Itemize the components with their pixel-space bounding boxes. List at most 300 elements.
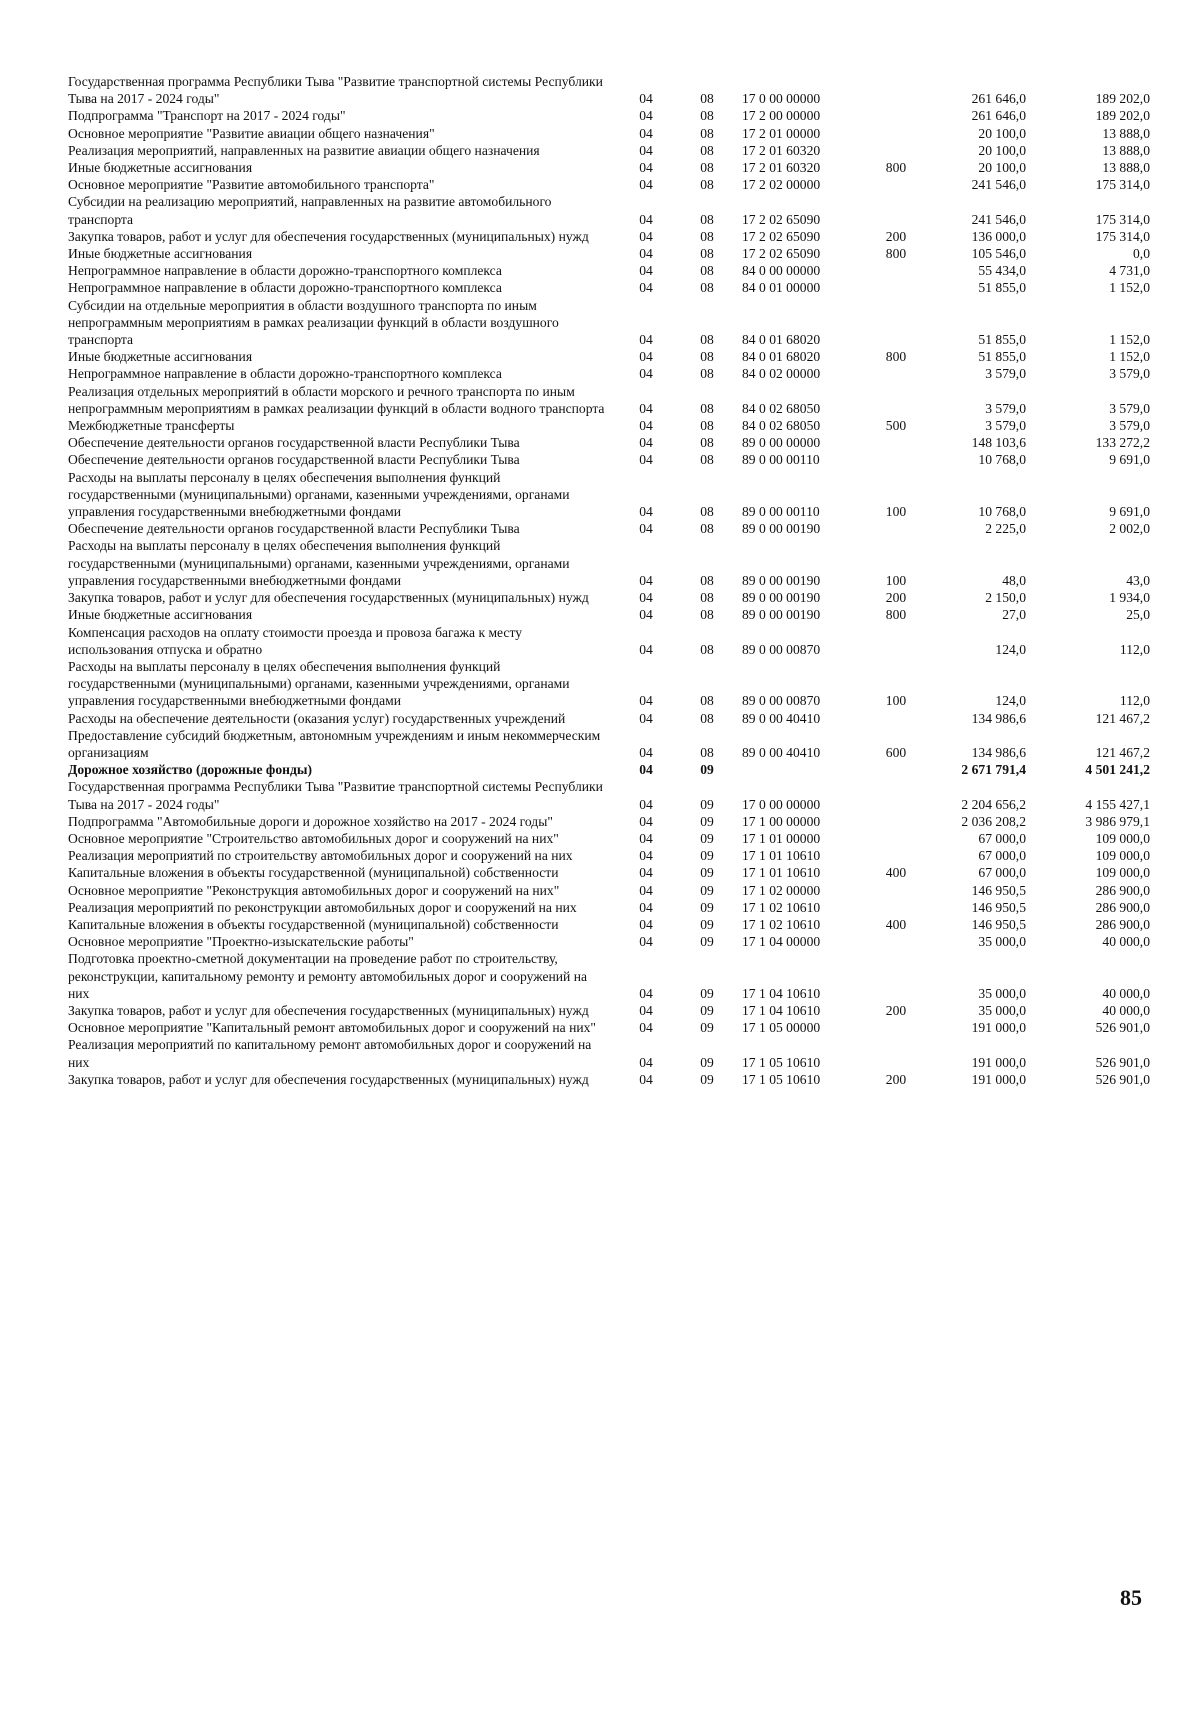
expense-type-code [878, 813, 914, 830]
table-row [68, 1071, 1154, 1088]
subsection-code: 08 [700, 572, 714, 588]
table-row [68, 245, 1154, 262]
section-code: 04 [639, 366, 653, 382]
target-article-code: 17 2 01 60320 [742, 160, 821, 176]
amount-2023: 20 100,0 [978, 125, 1026, 141]
row-name: Государственная программа Республики Тыва "Развитие транспортной системы Республики Тыва на 2017 - 2024 годы" [68, 779, 603, 812]
subsection-code: 08 [700, 693, 714, 709]
expense-type-code: 100 [885, 572, 907, 588]
amount-2024: 109 000,0 [1095, 865, 1150, 881]
subsection-code: 08 [700, 263, 714, 279]
budget-table [68, 73, 1154, 1088]
table-row [68, 624, 1154, 658]
row-name: Основное мероприятие "Строительство автомобильных дорог и сооружений на них" [68, 830, 559, 846]
subsection-code: 08 [700, 349, 714, 365]
subsection-code: 09 [700, 848, 714, 864]
table-row [68, 882, 1154, 899]
table-row [68, 228, 1154, 245]
expense-type-code: 600 [885, 744, 907, 760]
target-article-code: 17 1 05 10610 [742, 1071, 821, 1087]
expense-type-code [878, 434, 914, 451]
amount-2023: 67 000,0 [978, 830, 1026, 846]
subsection-code: 09 [700, 985, 714, 1001]
table-row [68, 916, 1154, 933]
table-row [68, 279, 1154, 296]
amount-2024: 4 501 241,2 [1085, 762, 1150, 778]
target-article-code: 89 0 00 00000 [742, 435, 821, 451]
target-article-code: 17 0 00 00000 [742, 796, 821, 812]
table-row [68, 899, 1154, 916]
table-row [68, 193, 1154, 227]
subsection-code: 08 [700, 504, 714, 520]
row-name: Непрограммное направление в области дорожно-транспортного комплекса [68, 263, 502, 279]
target-article-code: 17 2 02 65090 [742, 228, 821, 244]
amount-2024: 9 691,0 [1109, 504, 1150, 520]
amount-2024: 4 155 427,1 [1085, 796, 1150, 812]
table-row [68, 262, 1154, 279]
row-name: Закупка товаров, работ и услуг для обеспечения государственных (муниципальных) нужд [68, 1071, 589, 1087]
section-code: 04 [639, 865, 653, 881]
target-article-code: 89 0 00 40410 [742, 710, 821, 726]
amount-2024: 109 000,0 [1095, 848, 1150, 864]
target-article-code: 89 0 00 00190 [742, 590, 821, 606]
table-row [68, 778, 1154, 812]
amount-2023: 35 000,0 [978, 1002, 1026, 1018]
expense-type-code [878, 73, 914, 107]
table-row [68, 813, 1154, 830]
row-name: Основное мероприятие "Развитие автомобильного транспорта" [68, 177, 435, 193]
subsection-code: 08 [700, 160, 714, 176]
section-code: 04 [639, 813, 653, 829]
subsection-code: 08 [700, 641, 714, 657]
expense-type-code: 200 [885, 1002, 907, 1018]
section-code: 04 [639, 1020, 653, 1036]
row-name: Подпрограмма "Автомобильные дороги и дорожное хозяйство на 2017 - 2024 годы" [68, 813, 553, 829]
table-row [68, 142, 1154, 159]
table-row [68, 1036, 1154, 1070]
subsection-code: 08 [700, 366, 714, 382]
target-article-code: 17 1 00 00000 [742, 813, 821, 829]
amount-2024: 121 467,2 [1095, 710, 1150, 726]
row-name: Обеспечение деятельности органов государственной власти Республики Тыва [68, 435, 520, 451]
amount-2024: 0,0 [1133, 246, 1150, 262]
table-row [68, 830, 1154, 847]
table-row [68, 434, 1154, 451]
expense-type-code: 500 [885, 418, 907, 434]
subsection-code: 09 [700, 813, 714, 829]
amount-2024: 43,0 [1126, 572, 1150, 588]
section-code: 04 [639, 400, 653, 416]
target-article-code: 17 1 04 00000 [742, 934, 821, 950]
section-code: 04 [639, 830, 653, 846]
amount-2023: 10 768,0 [978, 452, 1026, 468]
amount-2024: 1 934,0 [1109, 590, 1150, 606]
section-code: 04 [639, 710, 653, 726]
table-row [68, 417, 1154, 434]
expense-type-code [878, 761, 914, 778]
subsection-code: 09 [700, 1071, 714, 1087]
amount-2023: 55 434,0 [978, 263, 1026, 279]
expense-type-code: 200 [885, 590, 907, 606]
amount-2023: 191 000,0 [971, 1054, 1026, 1070]
subsection-code: 08 [700, 400, 714, 416]
amount-2024: 2 002,0 [1109, 521, 1150, 537]
amount-2023: 20 100,0 [978, 142, 1026, 158]
row-name: Основное мероприятие "Реконструкция автомобильных дорог и сооружений на них" [68, 882, 560, 898]
target-article-code: 17 1 02 10610 [742, 916, 821, 932]
table-row [68, 469, 1154, 521]
amount-2023: 51 855,0 [978, 280, 1026, 296]
section-code: 04 [639, 1002, 653, 1018]
row-name: Основное мероприятие "Проектно-изыскательские работы" [68, 934, 414, 950]
row-name: Капитальные вложения в объекты государственной (муниципальной) собственности [68, 916, 559, 932]
row-name: Иные бюджетные ассигнования [68, 246, 253, 262]
budget-table-body [68, 73, 1154, 1088]
row-name: Компенсация расходов на оплату стоимости проезда и провоза багажа к месту использования отпуска и обратно [68, 624, 523, 657]
row-name: Расходы на обеспечение деятельности (оказания услуг) государственных учреждений [68, 710, 566, 726]
table-row [68, 1019, 1154, 1036]
row-name: Подпрограмма "Транспорт на 2017 - 2024 годы" [68, 108, 346, 124]
expense-type-code [878, 830, 914, 847]
table-row [68, 589, 1154, 606]
row-name: Капитальные вложения в объекты государственной (муниципальной) собственности [68, 865, 559, 881]
amount-2024: 13 888,0 [1102, 142, 1150, 158]
target-article-code: 17 1 01 10610 [742, 865, 821, 881]
section-code: 04 [639, 882, 653, 898]
amount-2023: 2 150,0 [985, 590, 1026, 606]
target-article-code: 84 0 00 00000 [742, 263, 821, 279]
expense-type-code [878, 520, 914, 537]
subsection-code: 08 [700, 211, 714, 227]
amount-2023: 124,0 [995, 641, 1026, 657]
expense-type-code: 100 [885, 504, 907, 520]
subsection-code: 09 [700, 865, 714, 881]
table-row [68, 176, 1154, 193]
target-article-code: 17 1 02 00000 [742, 882, 821, 898]
amount-2024: 40 000,0 [1102, 985, 1150, 1001]
target-article-code: 89 0 00 00110 [742, 452, 820, 468]
expense-type-code [878, 882, 914, 899]
row-name: Непрограммное направление в области дорожно-транспортного комплекса [68, 366, 502, 382]
amount-2024: 286 900,0 [1095, 916, 1150, 932]
table-row [68, 348, 1154, 365]
expense-type-code: 400 [885, 865, 907, 881]
amount-2023: 136 000,0 [971, 228, 1026, 244]
section-code: 04 [639, 332, 653, 348]
table-row [68, 520, 1154, 537]
amount-2023: 27,0 [1002, 607, 1026, 623]
target-article-code: 17 1 04 10610 [742, 985, 821, 1001]
amount-2024: 3 579,0 [1109, 400, 1150, 416]
section-code: 04 [639, 693, 653, 709]
subsection-code: 08 [700, 435, 714, 451]
subsection-code: 08 [700, 177, 714, 193]
section-code: 04 [639, 916, 653, 932]
section-code: 04 [639, 985, 653, 1001]
table-row [68, 864, 1154, 881]
subsection-code: 08 [700, 91, 714, 107]
row-name: Реализация мероприятий по строительству автомобильных дорог и сооружений на них [68, 848, 573, 864]
section-code: 04 [639, 160, 653, 176]
amount-2024: 9 691,0 [1109, 452, 1150, 468]
row-name: Основное мероприятие "Развитие авиации общего назначения" [68, 125, 435, 141]
subsection-code: 08 [700, 607, 714, 623]
target-article-code: 84 0 01 68020 [742, 349, 821, 365]
subsection-code: 08 [700, 744, 714, 760]
section-code: 04 [639, 452, 653, 468]
section-code: 04 [639, 572, 653, 588]
table-row [68, 933, 1154, 950]
section-code: 04 [639, 934, 653, 950]
amount-2023: 2 036 208,2 [961, 813, 1026, 829]
target-article-code: 89 0 00 00870 [742, 641, 821, 657]
subsection-code: 08 [700, 142, 714, 158]
target-article-code: 17 2 02 65090 [742, 246, 821, 262]
row-name: Закупка товаров, работ и услуг для обеспечения государственных (муниципальных) нужд [68, 1002, 589, 1018]
subsection-code: 09 [700, 934, 714, 950]
expense-type-code [878, 193, 914, 227]
target-article-code: 17 1 01 10610 [742, 848, 821, 864]
amount-2023: 51 855,0 [978, 349, 1026, 365]
section-code: 04 [639, 435, 653, 451]
section-code: 04 [639, 590, 653, 606]
row-name: Обеспечение деятельности органов государственной власти Республики Тыва [68, 521, 520, 537]
amount-2024: 13 888,0 [1102, 160, 1150, 176]
row-name: Расходы на выплаты персоналу в целях обеспечения выполнения функций государственными (муниципальными) органами, казенными учреждениями, органами управления государственными внебюджетными фондами [68, 538, 570, 588]
table-row [68, 73, 1154, 107]
section-code: 04 [639, 521, 653, 537]
amount-2023: 261 646,0 [971, 91, 1026, 107]
amount-2023: 148 103,6 [971, 435, 1026, 451]
table-row [68, 125, 1154, 142]
row-name: Подготовка проектно-сметной документации на проведение работ по строительству, реконструкции, капитальному ремонту и ремонту автомобильных дорог и сооружений на них [68, 951, 588, 1001]
subsection-code: 09 [700, 1020, 714, 1036]
table-row [68, 383, 1154, 417]
subsection-code: 08 [700, 521, 714, 537]
amount-2023: 35 000,0 [978, 985, 1026, 1001]
amount-2024: 121 467,2 [1095, 744, 1150, 760]
amount-2024: 109 000,0 [1095, 830, 1150, 846]
row-name: Иные бюджетные ассигнования [68, 160, 253, 176]
table-row [68, 1002, 1154, 1019]
table-row [68, 159, 1154, 176]
target-article-code: 89 0 00 00870 [742, 693, 821, 709]
amount-2024: 3 579,0 [1109, 366, 1150, 382]
expense-type-code: 200 [885, 1071, 907, 1087]
amount-2023: 191 000,0 [971, 1071, 1026, 1087]
amount-2023: 134 986,6 [971, 710, 1026, 726]
target-article-code: 17 0 00 00000 [742, 91, 821, 107]
table-row [68, 761, 1154, 778]
expense-type-code [878, 176, 914, 193]
section-code: 04 [639, 125, 653, 141]
expense-type-code [878, 383, 914, 417]
target-article-code: 17 1 02 10610 [742, 899, 821, 915]
expense-type-code: 800 [885, 246, 907, 262]
target-article-code: 17 1 05 00000 [742, 1020, 821, 1036]
amount-2024: 40 000,0 [1102, 1002, 1150, 1018]
row-name: Иные бюджетные ассигнования [68, 349, 253, 365]
subsection-code: 08 [700, 452, 714, 468]
expense-type-code [878, 710, 914, 727]
row-name: Расходы на выплаты персоналу в целях обеспечения выполнения функций государственными (муниципальными) органами, казенными учреждениями, органами управления государственными внебюджетными фондами [68, 658, 570, 709]
amount-2023: 3 579,0 [985, 400, 1026, 416]
amount-2023: 48,0 [1002, 572, 1026, 588]
target-article-code: 89 0 00 00190 [742, 521, 821, 537]
amount-2023: 146 950,5 [971, 916, 1026, 932]
target-article-code: 17 1 01 00000 [742, 830, 821, 846]
amount-2024: 526 901,0 [1095, 1071, 1150, 1087]
subsection-code: 08 [700, 246, 714, 262]
row-name: Обеспечение деятельности органов государственной власти Республики Тыва [68, 452, 520, 468]
row-name: Реализация мероприятий по реконструкции автомобильных дорог и сооружений на них [68, 899, 577, 915]
target-article-code: 89 0 00 00190 [742, 607, 821, 623]
subsection-code: 09 [700, 830, 714, 846]
target-article-code: 17 2 02 00000 [742, 177, 821, 193]
row-name: Основное мероприятие "Капитальный ремонт автомобильных дорог и сооружений на них" [68, 1020, 596, 1036]
row-name: Закупка товаров, работ и услуг для обеспечения государственных (муниципальных) нужд [68, 228, 589, 244]
section-code: 04 [639, 1071, 653, 1087]
section-code: 04 [639, 142, 653, 158]
target-article-code: 84 0 02 68050 [742, 400, 821, 416]
subsection-code: 09 [700, 1002, 714, 1018]
amount-2024: 526 901,0 [1095, 1054, 1150, 1070]
amount-2024: 286 900,0 [1095, 882, 1150, 898]
amount-2023: 3 579,0 [985, 366, 1026, 382]
amount-2023: 20 100,0 [978, 160, 1026, 176]
section-code: 04 [639, 899, 653, 915]
amount-2023: 261 646,0 [971, 108, 1026, 124]
subsection-code: 09 [700, 796, 714, 812]
amount-2024: 112,0 [1119, 693, 1150, 709]
table-row [68, 950, 1154, 1002]
section-code: 04 [639, 641, 653, 657]
amount-2024: 1 152,0 [1109, 280, 1150, 296]
amount-2024: 1 152,0 [1109, 349, 1150, 365]
section-code: 04 [639, 796, 653, 812]
amount-2024: 25,0 [1126, 607, 1150, 623]
table-row [68, 297, 1154, 349]
expense-type-code: 200 [885, 228, 907, 244]
amount-2023: 134 986,6 [971, 744, 1026, 760]
expense-type-code [878, 847, 914, 864]
section-code: 04 [639, 504, 653, 520]
expense-type-code [878, 624, 914, 658]
amount-2024: 526 901,0 [1095, 1020, 1150, 1036]
amount-2024: 175 314,0 [1095, 211, 1150, 227]
subsection-code: 08 [700, 710, 714, 726]
row-name: Реализация мероприятий, направленных на развитие авиации общего назначения [68, 142, 540, 158]
section-code: 04 [639, 349, 653, 365]
table-row [68, 365, 1154, 382]
expense-type-code [878, 142, 914, 159]
expense-type-code [878, 899, 914, 916]
amount-2023: 3 579,0 [985, 418, 1026, 434]
target-article-code: 84 0 01 00000 [742, 280, 821, 296]
table-row [68, 451, 1154, 468]
subsection-code: 09 [700, 916, 714, 932]
page-number: 85 [1120, 1585, 1142, 1610]
subsection-code: 08 [700, 125, 714, 141]
expense-type-code [878, 107, 914, 124]
amount-2024: 175 314,0 [1095, 228, 1150, 244]
row-name: Предоставление субсидий бюджетным, автономным учреждениям и иным некоммерческим организациям [68, 727, 601, 760]
target-article-code: 17 2 01 00000 [742, 125, 821, 141]
section-code: 04 [639, 228, 653, 244]
budget-table-page [68, 73, 1150, 1088]
row-name: Субсидии на отдельные мероприятия в области воздушного транспорта по иным непрограммным мероприятиям в рамках реализации функций в области воздушного транспорта [68, 297, 559, 348]
target-article-code: 17 1 04 10610 [742, 1002, 821, 1018]
expense-type-code [878, 778, 914, 812]
subsection-code: 08 [700, 332, 714, 348]
subsection-code: 09 [700, 762, 714, 778]
amount-2023: 67 000,0 [978, 865, 1026, 881]
row-name: Иные бюджетные ассигнования [68, 607, 253, 623]
table-row [68, 710, 1154, 727]
amount-2023: 2 225,0 [985, 521, 1026, 537]
table-row [68, 658, 1154, 710]
subsection-code: 09 [700, 1054, 714, 1070]
expense-type-code [878, 297, 914, 349]
subsection-code: 08 [700, 280, 714, 296]
target-article-code [732, 761, 878, 778]
row-name: Непрограммное направление в области дорожно-транспортного комплекса [68, 280, 502, 296]
section-code: 04 [639, 91, 653, 107]
table-row [68, 847, 1154, 864]
amount-2024: 1 152,0 [1109, 332, 1150, 348]
target-article-code: 17 1 05 10610 [742, 1054, 821, 1070]
amount-2024: 40 000,0 [1102, 934, 1150, 950]
section-code: 04 [639, 744, 653, 760]
expense-type-code: 400 [885, 916, 907, 932]
amount-2023: 10 768,0 [978, 504, 1026, 520]
section-code: 04 [639, 280, 653, 296]
expense-type-code: 100 [885, 693, 907, 709]
target-article-code: 84 0 02 68050 [742, 418, 821, 434]
section-code: 04 [639, 263, 653, 279]
subsection-code: 08 [700, 418, 714, 434]
amount-2023: 124,0 [995, 693, 1026, 709]
amount-2024: 13 888,0 [1102, 125, 1150, 141]
row-name: Дорожное хозяйство (дорожные фонды) [68, 762, 312, 778]
section-code: 04 [639, 1054, 653, 1070]
row-name: Межбюджетные трансферты [68, 418, 235, 434]
row-name: Закупка товаров, работ и услуг для обеспечения государственных (муниципальных) нужд [68, 590, 589, 606]
amount-2023: 241 546,0 [971, 211, 1026, 227]
amount-2024: 189 202,0 [1095, 91, 1150, 107]
amount-2023: 35 000,0 [978, 934, 1026, 950]
row-name: Реализация отдельных мероприятий в области морского и речного транспорта по иным непрограммным мероприятиям в рамках реализации функций в области водного транспорта [68, 383, 605, 416]
expense-type-code [878, 262, 914, 279]
amount-2024: 4 731,0 [1109, 263, 1150, 279]
subsection-code: 09 [700, 882, 714, 898]
amount-2024: 175 314,0 [1095, 177, 1150, 193]
section-code: 04 [639, 108, 653, 124]
amount-2024: 112,0 [1119, 641, 1150, 657]
amount-2024: 133 272,2 [1095, 435, 1150, 451]
amount-2024: 3 986 979,1 [1085, 813, 1150, 829]
subsection-code: 08 [700, 108, 714, 124]
expense-type-code [878, 365, 914, 382]
amount-2023: 51 855,0 [978, 332, 1026, 348]
amount-2023: 146 950,5 [971, 882, 1026, 898]
expense-type-code: 800 [885, 607, 907, 623]
amount-2024: 3 579,0 [1109, 418, 1150, 434]
table-row [68, 537, 1154, 589]
amount-2023: 2 204 656,2 [961, 796, 1026, 812]
target-article-code: 17 2 01 60320 [742, 142, 821, 158]
row-name: Государственная программа Республики Тыва "Развитие транспортной системы Республики Тыва на 2017 - 2024 годы" [68, 74, 603, 107]
